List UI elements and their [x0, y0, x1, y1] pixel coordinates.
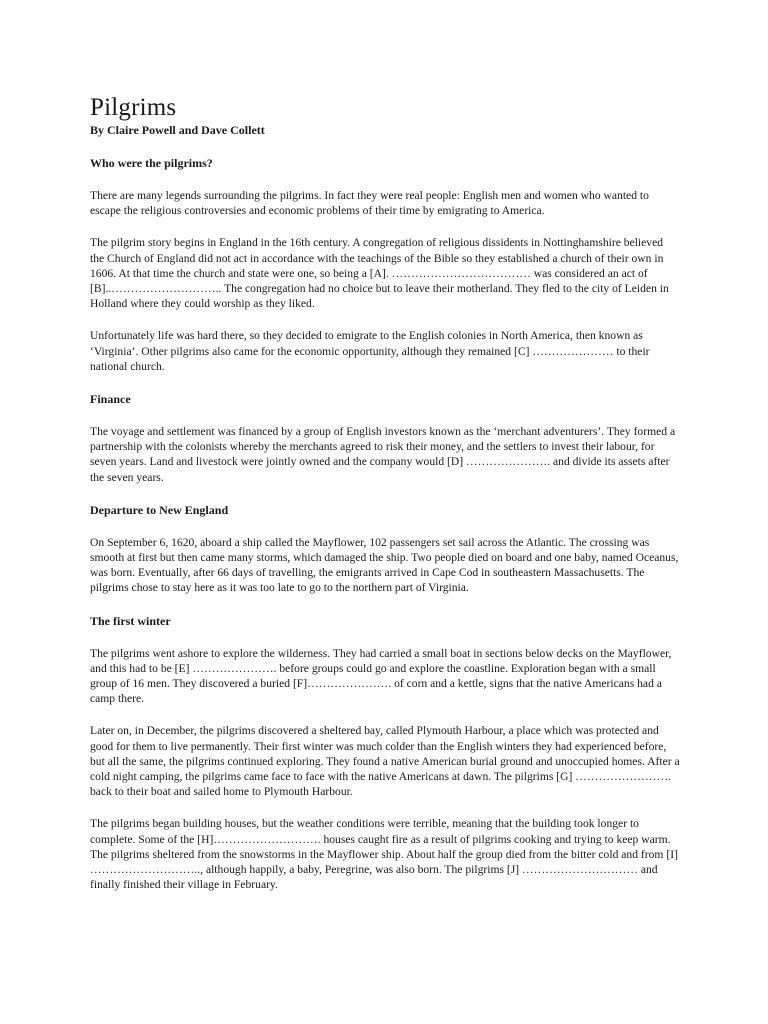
paragraph: Unfortunately life was hard there, so they decided to emigrate to the English colonies in North America, then known as ‘Virginia’. Other pilgrims also came for the economic opportunity, although they remained [C] ………………… to their national church.: [90, 329, 650, 373]
document-page: [90, 94, 680, 893]
paragraph: There are many legends surrounding the pilgrims. In fact they were real people: English men and women who wanted to escape the religious controversies and economic problems of their time by emigrating to America.: [90, 189, 649, 218]
paragraph: Later on, in December, the pilgrims discovered a sheltered bay, called Plymouth Harbour, a place which was protected and good for them to live permanently. Their first winter was much colder than the English winters they had experienced before, but all the same, the pilgrims continued exploring. They found a native American burial ground and unoccupied homes. After a cold night camping, the pilgrims came face to face with the native Americans at dawn. The pilgrims [G] ……………………. back to their boat and sailed home to Plymouth Harbour.: [90, 724, 680, 799]
section-heading-finance: Finance: [90, 392, 131, 407]
document-byline: By Claire Powell and Dave Collett: [90, 123, 265, 137]
paragraph: On September 6, 1620, aboard a ship called the Mayflower, 102 passengers set sail across the Atlantic. The crossing was smooth at first but then came many storms, which damaged the ship. Two people died on board and one baby, named Oceanus, was born. Eventually, after 66 days of travelling, the emigrants arrived in Cape Cod in southeastern Massachusetts. The pilgrims chose to stay here as it was too late to go to the northern part of Virginia.: [90, 535, 679, 595]
paragraph: The pilgrims went ashore to explore the wilderness. They had carried a small boat in sections below decks on the Mayflower, and this had to be [E] …………………. before groups could go and explore the coastline. Exploration began with a small group of 16 men. They discovered a buried [F]…………………. of corn and a kettle, signs that the native Americans had a camp there.: [90, 646, 672, 706]
document-title: Pilgrims: [90, 94, 177, 121]
paragraph: The pilgrim story begins in England in the 16th century. A congregation of religious dissidents in Nottinghamshire believed the Church of England did not act in accordance with the teachings of the Bible so they established a church of their own in 1606. At that time the church and state were one, so being a [A]. ……………………………… was considered an act of [B]..……………………….. The congregation had no choice but to leave their motherland. They fled to the city of Leiden in Holland where they could worship as they liked.: [90, 236, 669, 311]
paragraph: The pilgrims began building houses, but the weather conditions were terrible, meaning that the building took longer to complete. Some of the [H]………………………. houses caught fire as a result of pilgrims cooking and trying to keep warm. The pilgrims sheltered from the snowstorms in the Mayflower ship. About half the group died from the bitter cold and from [I] ……………………….., although happily, a baby, Peregrine, was also born. The pilgrims [J] ………………………… and finally finished their village in February.: [90, 817, 678, 892]
section-heading-departure: Departure to New England: [90, 502, 229, 517]
section-heading-who-were-pilgrims: Who were the pilgrims?: [90, 156, 213, 170]
section-heading-first-winter: The first winter: [90, 613, 171, 628]
paragraph: The voyage and settlement was financed by a group of English investors known as the ‘merchant adventurers’. They formed a partnership with the colonists whereby the merchants agreed to risk their money, and the settlers to invest their labour, for seven years. Land and livestock were jointly owned and the company would [D] …………………. and divide its assets after the seven years.: [90, 425, 676, 484]
